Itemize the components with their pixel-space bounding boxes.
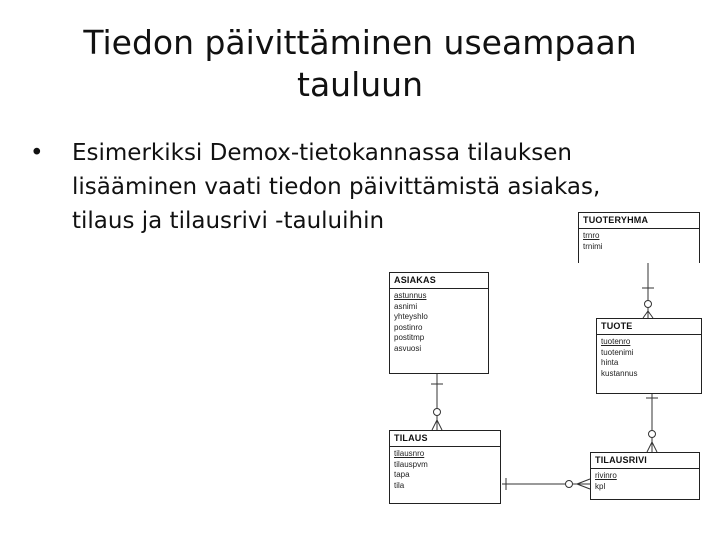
entity-name: TUOTE: [597, 319, 701, 335]
entity-field: trnro: [583, 231, 600, 240]
bullet-line-3: tilaus ja tilausrivi -tauluihin: [72, 208, 385, 234]
entity-field: rivinro: [595, 471, 617, 480]
entity-field: asnimi: [394, 301, 418, 311]
entity-field: astunnus: [394, 291, 427, 300]
rel-tilaus-circle: [566, 481, 573, 488]
entity-field: tapa: [394, 470, 410, 479]
entity-field: postinro: [394, 322, 423, 332]
entity-tilausrivi: [590, 452, 700, 500]
entity-field: tilausnro: [394, 449, 425, 458]
entity-field: asvuosi: [394, 343, 422, 353]
bullet-dot-icon: •: [30, 140, 44, 166]
entity-name: TILAUSRIVI: [591, 453, 699, 469]
bullet-line-1: Esimerkiksi Demox-tietokannassa tilauksen: [72, 140, 572, 166]
rel-asiakas-circle: [434, 409, 441, 416]
entity-field: tila: [394, 480, 405, 490]
bullet-line-2: lisääminen vaati tiedon päivittämistä asiakas,: [72, 174, 601, 200]
entity-field: tuotenro: [601, 337, 631, 346]
entity-field: postitmp: [394, 333, 425, 342]
title-line-2: tauluun: [297, 65, 423, 104]
entity-tuoteryhma: [578, 212, 700, 263]
entity-field: yhteyshlo: [394, 312, 428, 321]
entity-name: TUOTERYHMA: [579, 213, 699, 229]
entity-name: ASIAKAS: [390, 273, 488, 289]
entity-field: hinta: [601, 358, 619, 367]
entity-tuote: [596, 318, 702, 394]
entity-tilaus: [389, 430, 501, 504]
entity-field: tuotenimi: [601, 347, 634, 357]
entity-field: tilauspvm: [394, 459, 428, 469]
entity-asiakas: [389, 272, 489, 374]
rel-tuote-circle: [649, 431, 656, 438]
rel-tuoteryhma-circle: [645, 301, 652, 308]
title-line-1: Tiedon päivittäminen useampaan: [83, 23, 637, 62]
entity-field: trnimi: [583, 241, 603, 251]
entity-name: TILAUS: [390, 431, 500, 447]
entity-field: kustannus: [601, 368, 638, 378]
entity-field: kpl: [595, 481, 606, 491]
